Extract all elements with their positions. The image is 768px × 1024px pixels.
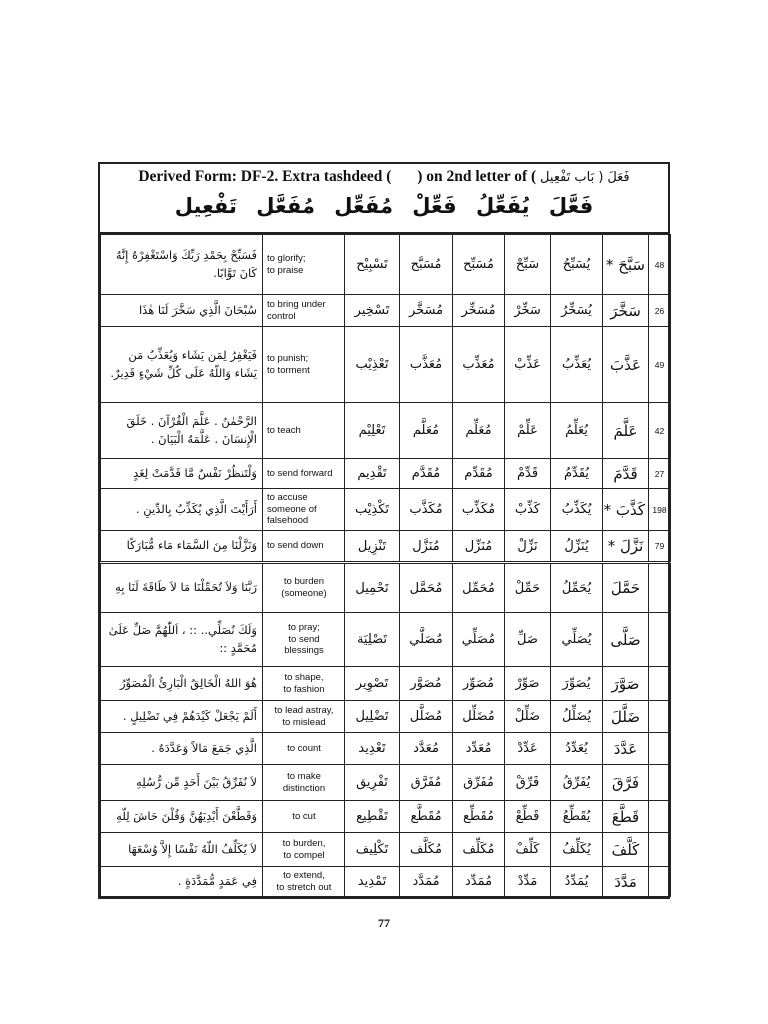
active-participle: مُسَبِّح — [453, 235, 505, 295]
occurrence-count: 198 — [649, 489, 671, 531]
active-participle: مُنَزِّل — [453, 531, 505, 563]
occurrence-count: 42 — [649, 403, 671, 459]
present-tense: يُعَدِّدُ — [551, 733, 603, 765]
table-row — [101, 295, 671, 327]
quran-example: هُوَ اللهُ الْخَالِقُ الْبَارِئُ الْمُصَوِّرُ — [101, 667, 263, 701]
imperative: صَوِّرْ — [505, 667, 551, 701]
table-row — [101, 235, 671, 295]
pattern-imperative: فَعِّلْ — [412, 194, 457, 218]
occurrence-count: 27 — [649, 459, 671, 489]
passive-participle: مُعَذَّب — [400, 327, 453, 403]
imperative: عَلِّمْ — [505, 403, 551, 459]
pattern-passive-participle: مُفَعَّل — [256, 194, 315, 218]
present-tense: يُعَذِّبُ — [551, 327, 603, 403]
occurrence-count — [649, 701, 671, 733]
imperative: كَلِّفْ — [505, 833, 551, 867]
imperative: حَمِّلْ — [505, 563, 551, 613]
active-participle: مُصَلِّي — [453, 613, 505, 667]
past-tense: صَلَّى — [603, 613, 649, 667]
passive-participle: مُنَزَّل — [400, 531, 453, 563]
passive-participle: مُحَمَّل — [400, 563, 453, 613]
imperative: قَدِّمْ — [505, 459, 551, 489]
active-participle: مُقَدِّم — [453, 459, 505, 489]
english-meaning: to burden, to compel — [263, 833, 345, 867]
english-meaning: to extend, to stretch out — [263, 867, 345, 897]
quran-example: وَنَزَّلْنَا مِنَ السَّمَاء مَاء مُّبَارَكًا — [101, 531, 263, 563]
imperative: كَذِّبْ — [505, 489, 551, 531]
quran-example: الَّذِي جَمَعَ مَالاً وَعَدَّدَهُ . — [101, 733, 263, 765]
imperative: سَبِّحْ — [505, 235, 551, 295]
occurrence-count — [649, 867, 671, 897]
verbal-noun: تَقْدِيم — [345, 459, 400, 489]
imperative: ضَلِّلْ — [505, 701, 551, 733]
verbal-noun: تَحْمِيل — [345, 563, 400, 613]
active-participle: مُعَدِّد — [453, 733, 505, 765]
table-row — [101, 833, 671, 867]
quran-example: الرَّحْمٰنُ . عَلَّمَ الْقُرْآنَ . خَلَقَ الْإِنسَانَ . عَلَّمَهُ الْبَيَانَ . — [101, 403, 263, 459]
table-row — [101, 563, 671, 613]
passive-participle: مُقَطَّع — [400, 801, 453, 833]
verbal-noun: تَفْرِيق — [345, 765, 400, 801]
occurrence-count — [649, 833, 671, 867]
quran-example: سُبْحَانَ الَّذِي سَخَّرَ لَنَا هٰذَا — [101, 295, 263, 327]
past-tense: عَلَّمَ — [603, 403, 649, 459]
table-row — [101, 327, 671, 403]
verbal-noun: تَصْوِير — [345, 667, 400, 701]
english-meaning: to accuse someone of falsehood — [263, 489, 345, 531]
present-tense: يُمَدِّدُ — [551, 867, 603, 897]
occurrence-count: 79 — [649, 531, 671, 563]
present-tense: يُضَلِّلُ — [551, 701, 603, 733]
table-row — [101, 701, 671, 733]
occurrence-count: 48 — [649, 235, 671, 295]
table-row — [101, 765, 671, 801]
past-tense: عَدَّدَ — [603, 733, 649, 765]
occurrence-count — [649, 733, 671, 765]
quran-example: لاَ نُفَرِّقُ بَيْنَ أَحَدٍ مِّن رُّسُلِهِ — [101, 765, 263, 801]
past-tense: كَلَّفَ — [603, 833, 649, 867]
table-header — [100, 164, 668, 234]
past-tense: قَدَّمَ — [603, 459, 649, 489]
quran-example: فَيَغْفِرُ لِمَن يَشَاء وَيُعَذِّبُ مَن يَشَاء وَاللّهُ عَلَى كُلِّ شَيْءٍ قَدِيرٌ. — [101, 327, 263, 403]
passive-participle: مُفَرَّق — [400, 765, 453, 801]
active-participle: مُسَخِّر — [453, 295, 505, 327]
imperative: نَزِّلْ — [505, 531, 551, 563]
english-meaning: to glorify; to praise — [263, 235, 345, 295]
passive-participle: مُقَدَّم — [400, 459, 453, 489]
english-meaning: to cut — [263, 801, 345, 833]
verbal-noun: تَعْدِيد — [345, 733, 400, 765]
active-participle: مُعَلِّم — [453, 403, 505, 459]
table-row — [101, 801, 671, 833]
active-participle: مُكَذِّب — [453, 489, 505, 531]
passive-participle: مُسَبَّح — [400, 235, 453, 295]
present-tense: يُسَبِّحُ — [551, 235, 603, 295]
present-tense: يُعَلِّمُ — [551, 403, 603, 459]
form-pattern — [100, 194, 668, 218]
active-participle: مُحَمِّل — [453, 563, 505, 613]
imperative: مَدِّدْ — [505, 867, 551, 897]
imperative: عَدِّدْ — [505, 733, 551, 765]
english-meaning: to send forward — [263, 459, 345, 489]
occurrence-count — [649, 667, 671, 701]
imperative: عَذِّبْ — [505, 327, 551, 403]
present-tense: يُفَرِّقُ — [551, 765, 603, 801]
quran-example: فِي عَمَدٍ مُّمَدَّدَةٍ . — [101, 867, 263, 897]
verbal-noun: تَصْلِيَة — [345, 613, 400, 667]
present-tense: يُكَذِّبُ — [551, 489, 603, 531]
table-row — [101, 459, 671, 489]
pattern-present: يُفَعِّلُ — [475, 194, 530, 218]
table-row — [101, 531, 671, 563]
verbal-noun: تَمْدِيد — [345, 867, 400, 897]
table-row — [101, 667, 671, 701]
passive-participle: مُمَدَّد — [400, 867, 453, 897]
past-tense: فَرَّقَ — [603, 765, 649, 801]
past-tense: نَزَّلَ * — [603, 531, 649, 563]
verbal-noun: تَنْزِيل — [345, 531, 400, 563]
table-row — [101, 489, 671, 531]
table-row — [101, 867, 671, 897]
verbal-noun: تَقْطِيع — [345, 801, 400, 833]
active-participle: مُفَرِّق — [453, 765, 505, 801]
present-tense: يُنَزِّلُ — [551, 531, 603, 563]
quran-example: وَقَطَّعْنَ أَيْدِيَهُنَّ وَقُلْنَ حَاشَ لِلّهِ — [101, 801, 263, 833]
page-number: 77 — [378, 916, 390, 930]
passive-participle: مُصَلَّي — [400, 613, 453, 667]
table-row — [101, 733, 671, 765]
verbal-noun: تَضْلِيل — [345, 701, 400, 733]
occurrence-count — [649, 563, 671, 613]
active-participle: مُعَذِّب — [453, 327, 505, 403]
present-tense: يُصَلِّي — [551, 613, 603, 667]
english-meaning: to bring under control — [263, 295, 345, 327]
occurrence-count: 49 — [649, 327, 671, 403]
passive-participle: مُعَلَّم — [400, 403, 453, 459]
past-tense: عَذَّبَ — [603, 327, 649, 403]
present-tense: يُكَلِّفُ — [551, 833, 603, 867]
past-tense: حَمَّلَ — [603, 563, 649, 613]
past-tense: سَخَّرَ — [603, 295, 649, 327]
occurrence-count — [649, 613, 671, 667]
quran-example: لاَ يُكَلِّفُ اللّهُ نَفْسًا إِلاَّ وُسْعَهَا — [101, 833, 263, 867]
occurrence-count — [649, 765, 671, 801]
past-tense: صَوَّرَ — [603, 667, 649, 701]
passive-participle: مُسَخَّر — [400, 295, 453, 327]
active-participle: مُضَلِّل — [453, 701, 505, 733]
verbal-noun: تَعْلِيْم — [345, 403, 400, 459]
quran-example: وَلَكَ نُصَلِّي.. :: ، اَللّٰهُمَّ صَلِّ عَلَىٰ مُحَمَّدٍ :: — [101, 613, 263, 667]
past-tense: مَدَّدَ — [603, 867, 649, 897]
quran-example: رَبَّنَا وَلاَ تُحَمِّلْنَا مَا لاَ طَاقَةَ لَنَا بِهِ — [101, 563, 263, 613]
present-tense: يُصَوِّرَ — [551, 667, 603, 701]
quran-example: وَلْتَنظُرْ نَفْسٌ مَّا قَدَّمَتْ لِغَدٍ — [101, 459, 263, 489]
imperative: قَطِّعْ — [505, 801, 551, 833]
table-row — [101, 613, 671, 667]
passive-participle: مُعَدَّد — [400, 733, 453, 765]
present-tense: يُحَمِّلُ — [551, 563, 603, 613]
active-participle: مُكَلِّف — [453, 833, 505, 867]
present-tense: يُسَخِّرُ — [551, 295, 603, 327]
verb-table — [100, 234, 671, 897]
active-participle: مُمَدِّد — [453, 867, 505, 897]
english-meaning: to make distinction — [263, 765, 345, 801]
page-title: Derived Form: DF-2. Extra tashdeed ( ) on 2nd letter of فَعَلَ ( بَاب تَفْعِيل ) — [138, 168, 630, 185]
verb-table-frame — [98, 162, 670, 899]
present-tense: يُقَطِّعُ — [551, 801, 603, 833]
quran-example: أَلَمْ يَجْعَلْ كَيْدَهُمْ فِي تَضْلِيلٍ . — [101, 701, 263, 733]
table-row — [101, 403, 671, 459]
pattern-active-participle: مُفَعِّل — [334, 194, 393, 218]
past-tense: كَذَّبَ * — [603, 489, 649, 531]
past-tense: ضَلَّلَ — [603, 701, 649, 733]
pattern-verbal-noun: تَفْعِيل — [174, 194, 237, 218]
english-meaning: to teach — [263, 403, 345, 459]
english-meaning: to shape, to fashion — [263, 667, 345, 701]
english-meaning: to send down — [263, 531, 345, 563]
passive-participle: مُكَلَّف — [400, 833, 453, 867]
imperative: سَخِّرْ — [505, 295, 551, 327]
present-tense: يُقَدِّمُ — [551, 459, 603, 489]
english-meaning: to lead astray, to mislead — [263, 701, 345, 733]
occurrence-count — [649, 801, 671, 833]
imperative: صَلِّ — [505, 613, 551, 667]
active-participle: مُصَوِّر — [453, 667, 505, 701]
verbal-noun: تَعْذِيْب — [345, 327, 400, 403]
occurrence-count: 26 — [649, 295, 671, 327]
quran-example: أَرَأَيْتَ الَّذِي يُكَذِّبُ بِالدِّينِ . — [101, 489, 263, 531]
english-meaning: to burden (someone) — [263, 563, 345, 613]
verbal-noun: تَكْذِيْب — [345, 489, 400, 531]
verbal-noun: تَكْلِيف — [345, 833, 400, 867]
passive-participle: مُضَلَّل — [400, 701, 453, 733]
english-meaning: to punish; to torment — [263, 327, 345, 403]
past-tense: سَبَّحَ * — [603, 235, 649, 295]
pattern-past: فَعَّلَ — [548, 194, 594, 218]
english-meaning: to count — [263, 733, 345, 765]
english-meaning: to pray; to send blessings — [263, 613, 345, 667]
imperative: فَرِّقْ — [505, 765, 551, 801]
active-participle: مُقَطِّع — [453, 801, 505, 833]
quran-example: فَسَبِّحْ بِحَمْدِ رَبِّكَ وَاسْتَغْفِرْهُ إِنَّهُ كَانَ تَوَّابًا. — [101, 235, 263, 295]
past-tense: قَطَّعَ — [603, 801, 649, 833]
passive-participle: مُكَذَّب — [400, 489, 453, 531]
verbal-noun: تَسْخِير — [345, 295, 400, 327]
passive-participle: مُصَوَّر — [400, 667, 453, 701]
verbal-noun: تَسْبِيْح — [345, 235, 400, 295]
